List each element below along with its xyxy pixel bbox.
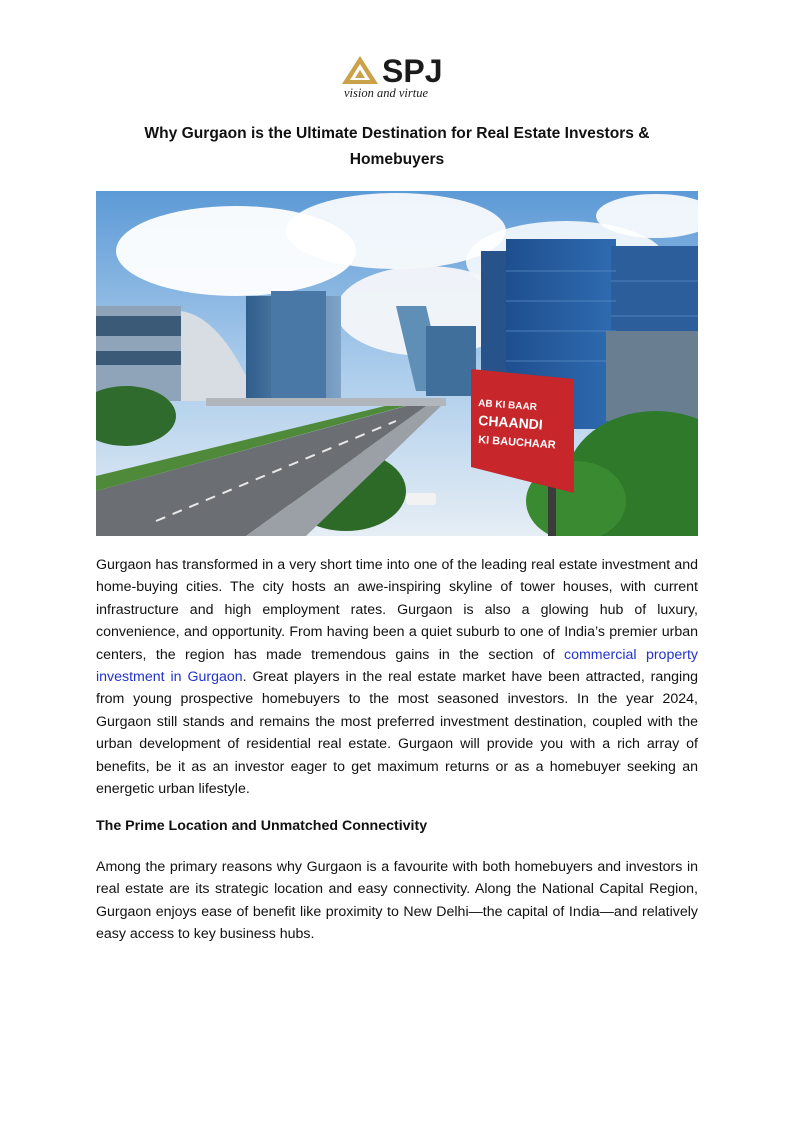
commercial-property-link[interactable]: commercial property investment in Gurgaon: [96, 646, 698, 686]
billboard-line-3: KI BAUCHAAR: [477, 434, 557, 452]
intro-paragraph: [96, 554, 698, 800]
intro-text-end: . Great players in the real estate market have been attracted, ranging from young prospective homebuyers to the most seasoned investors. In the year 2024, Gurgaon still stands and remains the most preferred investment destination, coupled with the urban development of residential real estate. Gurgaon will provide you with a rich array of benefits, be it as an investor eager to get maximum returns or as a homebuyer seeking an energetic urban lifestyle.: [96, 669, 698, 798]
billboard-line-1: AB KI BAAR: [477, 398, 538, 414]
logo-tagline: vision and virtue: [344, 86, 429, 100]
triangle-logo-icon: [342, 56, 378, 84]
location-paragraph: Among the primary reasons why Gurgaon is a favourite with both homebuyers and investors in real estate are its strategic location and easy connectivity. Along the National Capital Region, Gurgaon enjoys ease of benefit like proximity to New Delhi—the capital of India—and relatively easy access to key business hubs.: [96, 859, 698, 943]
intro-text-start: Gurgaon has transformed in a very short time into one of the leading real estate investment and home-buying cities. The city hosts an awe-inspiring skyline of tower houses, with current infrastructure and high employment rates. Gurgaon is also a glowing hub of luxury, convenience, and opportunity. From having been a quiet suburb to one of India’s premier urban centers, the region has made tremendous gains in the section of: [96, 557, 698, 663]
billboard-line-2: CHAANDI: [477, 412, 544, 433]
hero-image-gurgaon-skyline: [96, 191, 698, 536]
section-heading-location: The Prime Location and Unmatched Connectivity: [96, 818, 428, 834]
spj-logo: [338, 48, 456, 102]
document-title: Why Gurgaon is the Ultimate Destination for Real Estate Investors & Homebuyers: [144, 125, 650, 168]
logo-text: SPJ: [382, 53, 443, 89]
